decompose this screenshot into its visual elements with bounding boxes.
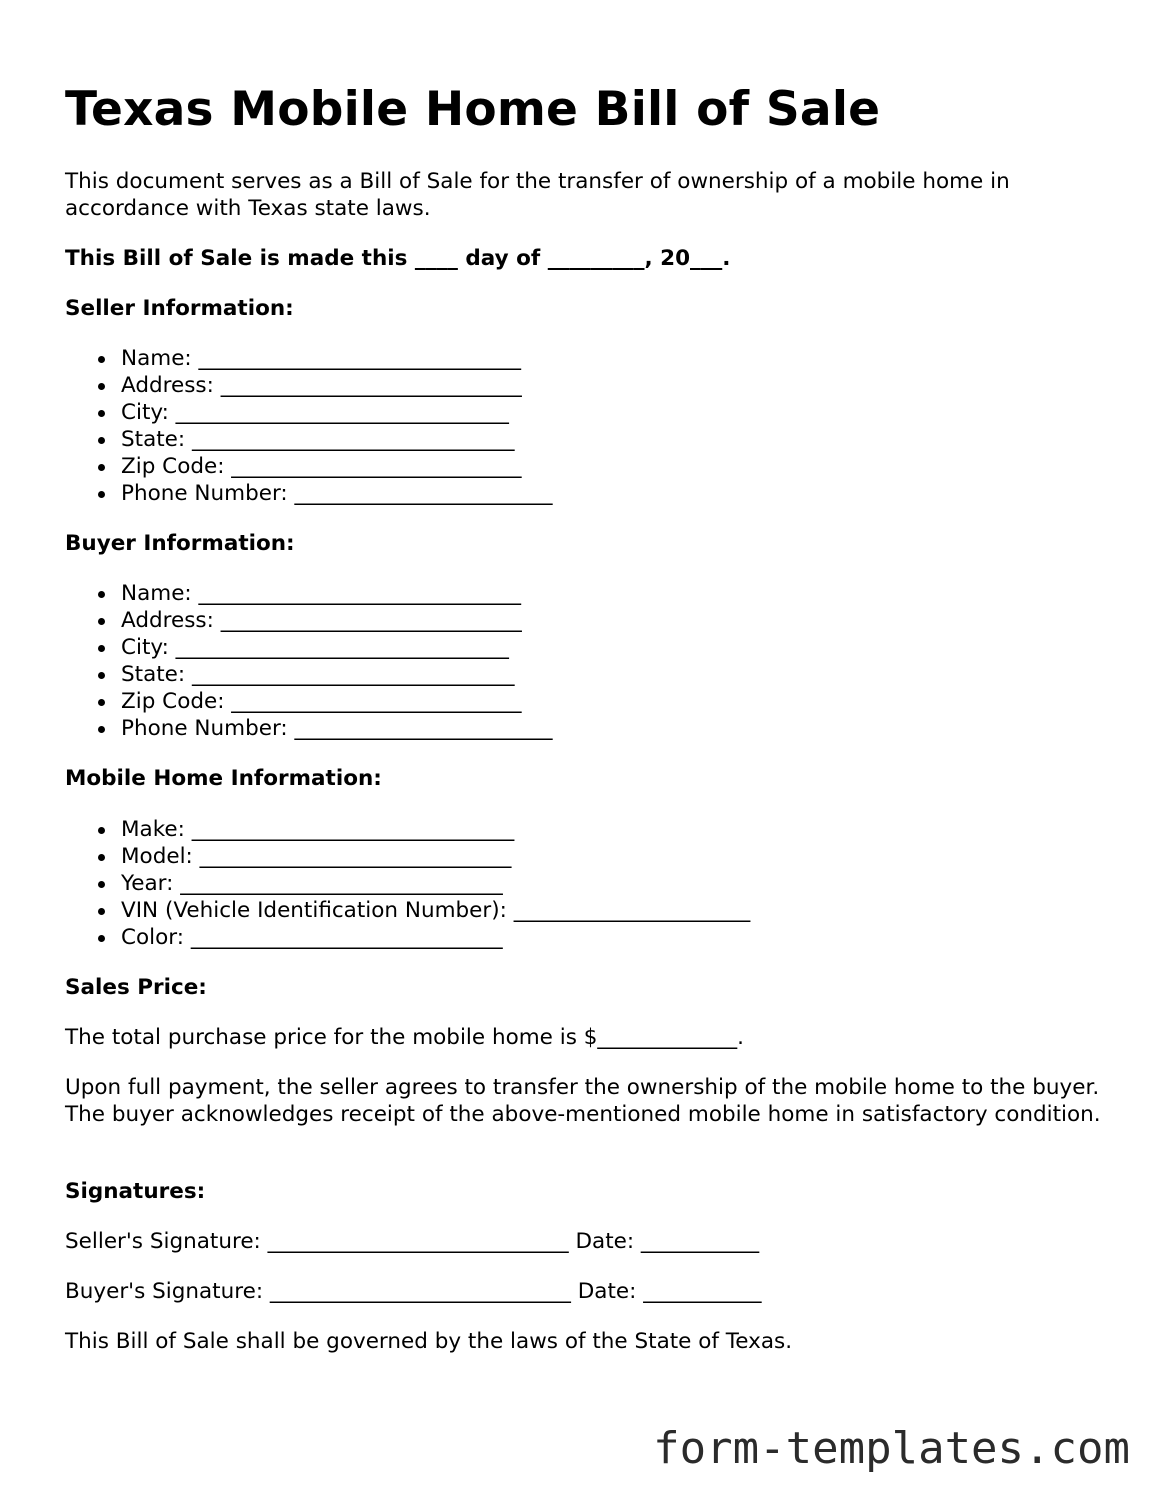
seller-fields-list [65, 345, 553, 508]
sales-price-heading: Sales Price: [65, 975, 207, 1000]
mobile-home-model-field: Model: _____________________________ [121, 843, 750, 870]
transfer-paragraph: Upon full payment, the seller agrees to transfer the ownership of the mobile home to the buyer. The buyer acknowledges receipt of the above-mentioned mobile home in satisfactory condition. [65, 1075, 1101, 1127]
document-title: Texas Mobile Home Bill of Sale [65, 82, 881, 137]
buyer-fields-list [65, 580, 553, 743]
mobile-home-make-field: Make: ______________________________ [121, 816, 750, 843]
seller-address-field: Address: ____________________________ [121, 372, 553, 399]
seller-heading: Seller Information: [65, 296, 294, 321]
buyer-phone-field: Phone Number: ________________________ [121, 716, 553, 742]
seller-signature-line: Seller's Signature: ____________________________ Date: ___________ [65, 1229, 760, 1254]
purchase-price-line: The total purchase price for the mobile home is $_____________. [65, 1025, 745, 1050]
date-made-line: This Bill of Sale is made this ____ day of _________, 20___. [65, 246, 731, 271]
seller-city-field: City: _______________________________ [121, 399, 553, 426]
mobile-home-vin-field: VIN (Vehicle Identification Number): ______________________ [121, 898, 751, 924]
signatures-heading: Signatures: [65, 1179, 206, 1204]
seller-phone-field: Phone Number: ________________________ [121, 481, 553, 507]
buyer-zip-field: Zip Code: ___________________________ [121, 688, 553, 715]
buyer-state-field: State: ______________________________ [121, 661, 553, 688]
governing-law-statement: This Bill of Sale shall be governed by the laws of the State of Texas. [65, 1329, 793, 1354]
watermark-text: form-templates.com [653, 1423, 1130, 1474]
buyer-signature-line: Buyer's Signature: ____________________________ Date: ___________ [65, 1279, 762, 1304]
mobile-home-year-field: Year: ______________________________ [121, 870, 750, 897]
seller-zip-field: Zip Code: ___________________________ [121, 453, 553, 480]
buyer-name-field: Name: ______________________________ [121, 580, 553, 607]
mobile-home-heading: Mobile Home Information: [65, 766, 382, 791]
mobile-home-fields-list [65, 816, 750, 951]
buyer-city-field: City: _______________________________ [121, 634, 553, 661]
buyer-address-field: Address: ____________________________ [121, 607, 553, 634]
seller-name-field: Name: ______________________________ [121, 345, 553, 372]
intro-paragraph: This document serves as a Bill of Sale for the transfer of ownership of a mobile home in accordance with Texas state laws. [65, 169, 1010, 221]
seller-state-field: State: ______________________________ [121, 426, 553, 453]
mobile-home-color-field: Color: _____________________________ [121, 924, 750, 951]
buyer-heading: Buyer Information: [65, 531, 295, 556]
